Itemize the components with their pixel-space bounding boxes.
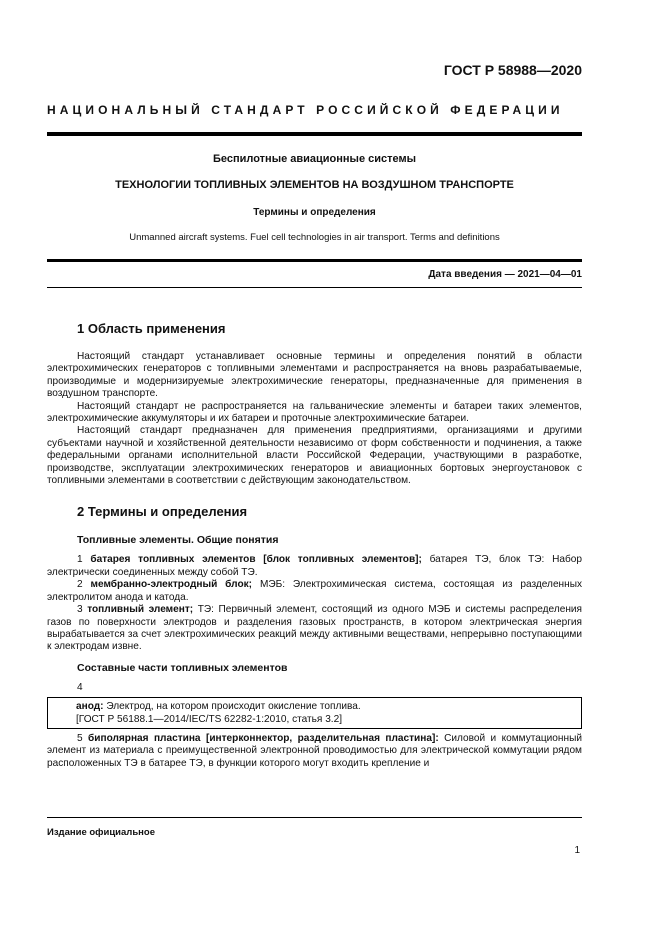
title-line-1: Беспилотные авиационные системы xyxy=(212,153,417,165)
section-1-heading: 1 Область применения xyxy=(77,321,226,336)
section-1-paragraph-1: Настоящий стандарт устанавливает основные термины и определения понятий в области электрохимических генераторов с топливными элементами и распространяется на вновь разрабатываемые, производимые и модернизируемые электрохимические генераторы, предназначенные для применения в воздушном транспорте. xyxy=(47,351,582,400)
footer-rule xyxy=(47,817,582,818)
title-line-3: Термины и определения xyxy=(253,207,376,218)
term-3-name: топливный элемент; xyxy=(87,604,194,616)
term-1-number: 1 xyxy=(77,554,83,566)
section-2-heading: 2 Термины и определения xyxy=(77,504,248,520)
title-line-2: ТЕХНОЛОГИИ ТОПЛИВНЫХ ЭЛЕМЕНТОВ НА ВОЗДУШНОМ ТРАНСПОРТЕ xyxy=(115,179,514,191)
term-2-name: мембранно-электродный блок; xyxy=(90,579,253,591)
term-4-box xyxy=(47,697,582,729)
header-rule xyxy=(47,132,582,136)
term-5-name: биполярная пластина [интерконнектор, разделительная пластина]: xyxy=(88,732,439,744)
term-3 xyxy=(47,604,582,654)
term-3-number: 3 xyxy=(77,604,83,616)
date-rule xyxy=(47,287,582,288)
standard-number: ГОСТ Р 58988—2020 xyxy=(443,62,582,78)
term-1-name: батарея топливных элементов [блок топливных элементов]; xyxy=(90,554,422,566)
section-1-paragraph-2: Настоящий стандарт не распространяется на гальванические элементы и батареи таких элементов, электрохимические аккумуляторы и их батареи и проточные электрохимические батареи. xyxy=(47,400,582,425)
term-2-number: 2 xyxy=(77,579,83,591)
term-4-name: анод: xyxy=(76,701,104,713)
title-rule xyxy=(47,259,582,262)
term-5 xyxy=(47,733,582,770)
document-body xyxy=(47,321,582,770)
subsection-general-concepts: Топливные элементы. Общие понятия xyxy=(77,534,279,547)
page-number: 1 xyxy=(574,845,580,856)
term-3-definition: ТЭ: Первичный элемент, состоящий из одного МЭБ и системы распределения газов по поверхности электродов и разделения газовых пространств, в котором электрическая энергия вырабатывается за счет электрохимических реакций между активными веществами, непрерывно поступающими к электродам извне. xyxy=(47,604,583,653)
term-4-reference: [ГОСТ Р 56188.1—2014/IEC/TS 62282-1:2010, статья 3.2] xyxy=(76,713,343,725)
english-title: Unmanned aircraft systems. Fuel cell technologies in air transport. Terms and definitions xyxy=(129,232,500,243)
date-of-introduction: Дата введения — 2021—04—01 xyxy=(428,269,582,280)
term-1-definition: батарея ТЭ, блок ТЭ: Набор электрически соединенных между собой ТЭ. xyxy=(47,554,582,578)
term-4-definition: Электрод, на котором происходит окисление топлива. xyxy=(106,701,361,713)
term-2 xyxy=(47,579,582,604)
term-2-definition: МЭБ: Электрохимическая система, состоящая из разделенных электролитом анода и катода. xyxy=(47,579,583,603)
section-1-paragraph-3: Настоящий стандарт предназначен для применения предприятиями, организациями и другими субъектами научной и хозяйственной деятельности независимо от форм собственности и подчинения, а также федеральными органами исполнительной власти Российской Федерации, участвующими в разработке, производстве, эксплуатации электрохимических генераторов и авиационных бортовых энергоустановок с топливными элементами в соответствии с действующим законодательством. xyxy=(47,425,582,487)
subsection-components: Составные части топливных элементов xyxy=(77,661,288,674)
term-5-definition: Силовой и коммутационный элемент из материала с преимущественной электронной проводимостью для электрической коммутации рядом расположенных ТЭ в батарее ТЭ, в функции которого могут входить крепление и xyxy=(47,732,582,769)
term-4-number: 4 xyxy=(77,681,83,693)
term-5-number: 5 xyxy=(77,732,83,744)
term-1 xyxy=(47,554,582,579)
official-edition-note: Издание официальное xyxy=(47,827,155,838)
term-4-line xyxy=(76,701,576,713)
national-standard-heading: НАЦИОНАЛЬНЫЙ СТАНДАРТ РОССИЙСКОЙ ФЕДЕРАЦИИ xyxy=(47,103,564,117)
